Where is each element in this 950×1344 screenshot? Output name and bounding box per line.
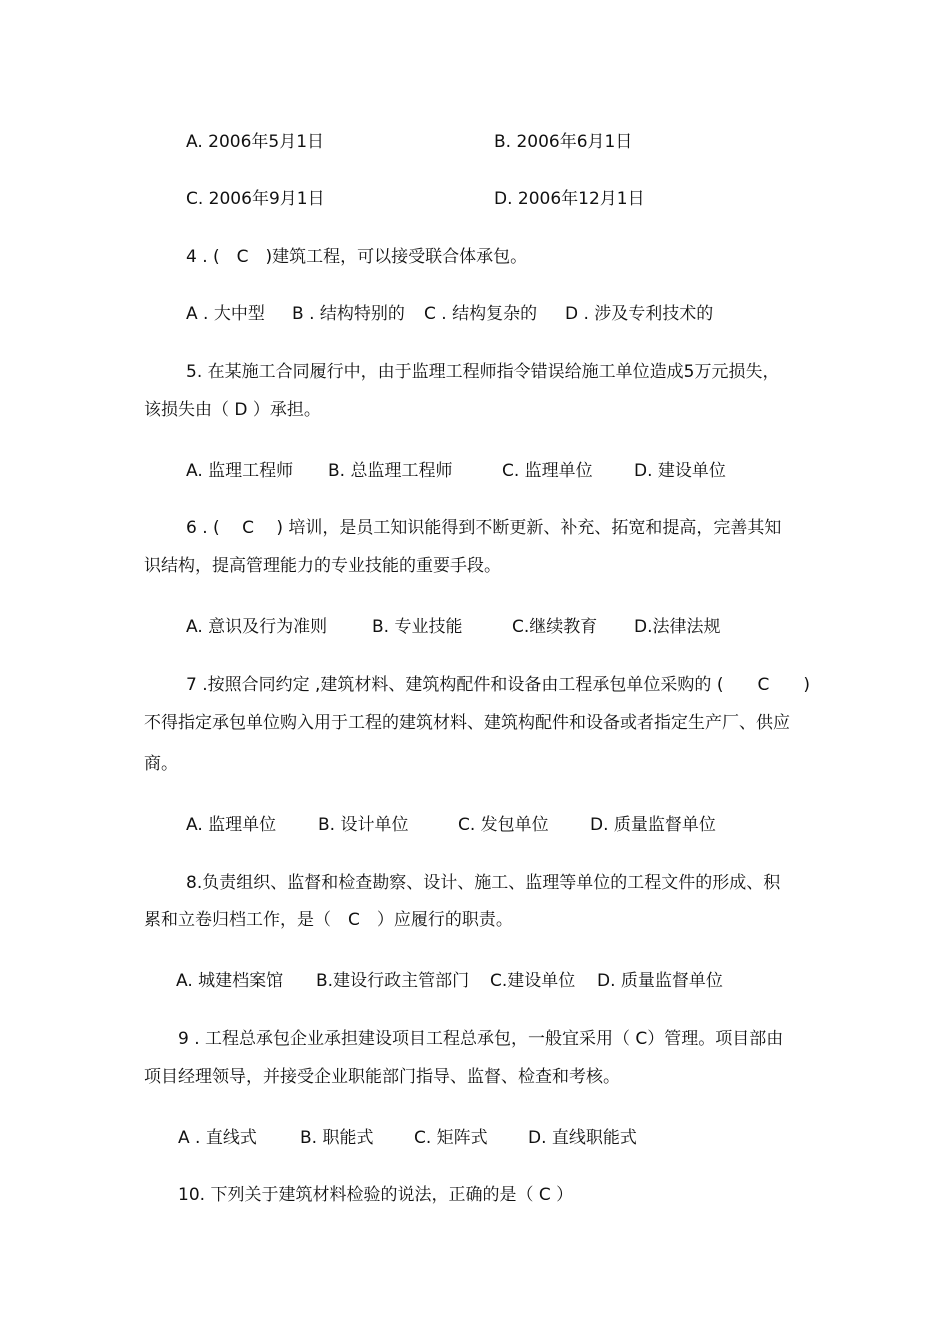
q8-stem-line2: 累和立卷归档工作，是（ C ）应履行的职责。 (144, 910, 513, 930)
q7-option-d: D. 质量监督单位 (590, 815, 716, 835)
q5-stem-line1: 5. 在某施工合同履行中，由于监理工程师指令错误给施工单位造成5万元损失， (186, 362, 780, 382)
q5-option-d: D. 建设单位 (634, 461, 726, 481)
q7-option-b: B. 设计单位 (318, 815, 409, 835)
q5-option-b: B. 总监理工程师 (328, 461, 453, 481)
q8-option-d: D. 质量监督单位 (597, 971, 723, 991)
q8-option-b: B.建设行政主管部门 (316, 971, 470, 991)
q4-option-b: B . 结构特别的 (292, 304, 405, 324)
q5-option-c: C. 监理单位 (502, 461, 593, 481)
q7-stem-line1: 7 .按照合同约定 ,建筑材料、建筑构配件和设备由工程承包单位采购的 ( C ) (186, 675, 810, 695)
q4-option-c: C . 结构复杂的 (424, 304, 538, 324)
q8-option-c: C.建设单位 (490, 971, 576, 991)
q5-option-a: A. 监理工程师 (186, 461, 294, 481)
q9-option-a: A . 直线式 (178, 1128, 257, 1148)
q4-option-a: A . 大中型 (186, 304, 265, 324)
q9-option-d: D. 直线职能式 (528, 1128, 637, 1148)
q7-option-c: C. 发包单位 (458, 815, 549, 835)
q9-stem-line1: 9 . 工程总承包企业承担建设项目工程总承包，一般宜采用（ C）管理。项目部由 (178, 1029, 784, 1049)
q6-option-a: A. 意识及行为准则 (186, 617, 328, 637)
q7-option-a: A. 监理单位 (186, 815, 277, 835)
q6-stem-line2: 识结构，提高管理能力的专业技能的重要手段。 (144, 556, 501, 576)
q7-stem-line3: 商。 (144, 754, 178, 774)
q10-stem: 10. 下列关于建筑材料检验的说法，正确的是（ C ） (178, 1185, 574, 1205)
q6-option-b: B. 专业技能 (372, 617, 463, 637)
q6-stem-line1: 6 . ( C ) 培训，是员工知识能得到不断更新、补充、拓宽和提高，完善其知 (186, 518, 782, 538)
q4-option-d: D . 涉及专利技术的 (565, 304, 714, 324)
q3-option-d: D. 2006年12月1日 (494, 189, 645, 209)
q9-option-c: C. 矩阵式 (414, 1128, 488, 1148)
q3-option-b: B. 2006年6月1日 (494, 132, 633, 152)
q9-stem-line2: 项目经理领导，并接受企业职能部门指导、监督、检查和考核。 (144, 1067, 620, 1087)
q9-option-b: B. 职能式 (300, 1128, 374, 1148)
q8-option-a: A. 城建档案馆 (176, 971, 284, 991)
q3-option-a: A. 2006年5月1日 (186, 132, 325, 152)
q6-option-d: D.法律法规 (634, 617, 721, 637)
q4-stem: 4 . ( C )建筑工程，可以接受联合体承包。 (186, 247, 528, 267)
q8-stem-line1: 8.负责组织、监督和检查勘察、设计、施工、监理等单位的工程文件的形成、积 (186, 873, 781, 893)
q5-stem-line2: 该损失由（ D ）承担。 (144, 400, 321, 420)
q7-stem-line2: 不得指定承包单位购入用于工程的建筑材料、建筑构配件和设备或者指定生产厂、供应 (144, 713, 790, 733)
q3-option-c: C. 2006年9月1日 (186, 189, 325, 209)
q6-option-c: C.继续教育 (512, 617, 598, 637)
